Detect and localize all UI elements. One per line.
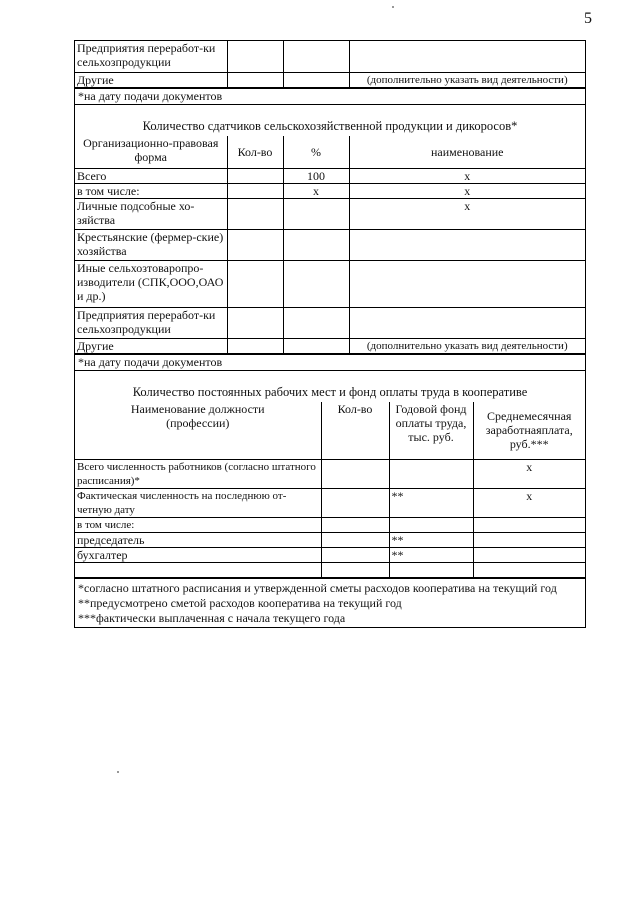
row-pct [283,199,349,230]
row-name: Предприятия переработ-ки сельхозпродукции [75,308,227,339]
row-qty [227,230,283,261]
row-avg: x [473,459,585,488]
row-desc [349,261,585,308]
header-avg-salary: Среднемесячная заработнаяплата, руб.*** [473,402,585,459]
row-desc [349,230,585,261]
row-name [75,562,321,577]
page-number: 5 [584,10,592,27]
table-row [75,488,585,517]
row-qty [227,72,283,87]
row-name: бухгалтер [75,547,321,562]
row-name: Иные сельхозтоваропро-изводители (СПК,ООО,ОАО и др.) [75,261,227,308]
row-pct [283,72,349,87]
table-row [75,199,585,230]
row-fund: ** [389,488,473,517]
header-pct: % [283,136,349,169]
row-name: Всего численность работников (согласно штатного расписания)* [75,459,321,488]
table-row [75,562,585,577]
header-qty: Кол-во [321,402,389,459]
row-name: в том числе: [75,517,321,532]
row-desc [349,41,585,72]
table-row [75,230,585,261]
row-qty [321,562,389,577]
row-desc: (дополнительно указать вид деятельности) [349,72,585,87]
footnote: ***фактически выплаченная с начала текущего года [78,610,346,625]
footnote: *на дату подачи документов [75,354,585,370]
header-position: Наименование должности (профессии) [75,402,321,459]
suppliers-title: Количество сдатчиков сельскохозяйственной продукции и дикоросов* [75,104,585,136]
row-qty [321,547,389,562]
footnote: *согласно штатного расписания и утвержденной сметы расходов кооператива на текущий год [78,580,557,595]
suppliers-table [75,136,585,355]
row-desc: x [349,169,585,184]
table-row [75,532,585,547]
scan-speck [392,6,394,8]
table-row [75,169,585,184]
row-name: Всего [75,169,227,184]
table-row [75,184,585,199]
row-avg [473,517,585,532]
table-header-row [75,136,585,169]
row-name: Крестьянские (фермер-ские) хозяйства [75,230,227,261]
row-qty [227,41,283,72]
header-fund: Годовой фонд оплаты труда, тыс. руб. [389,402,473,459]
row-qty [321,532,389,547]
row-qty [321,488,389,517]
row-name: Другие [75,339,227,354]
row-desc: (дополнительно указать вид деятельности) [349,339,585,354]
table-row [75,547,585,562]
header-qty: Кол-во [227,136,283,169]
table-row [75,517,585,532]
row-desc: x [349,184,585,199]
row-name: Другие [75,72,227,87]
row-name: Предприятия переработ-ки сельхозпродукции [75,41,227,72]
activity-table-continued [75,41,585,88]
row-qty [227,308,283,339]
row-pct [283,230,349,261]
row-qty [227,339,283,354]
jobs-table [75,402,585,578]
table-row [75,261,585,308]
row-qty [227,184,283,199]
row-fund [389,562,473,577]
row-qty [227,199,283,230]
row-avg [473,547,585,562]
table-row [75,459,585,488]
row-name: председатель [75,532,321,547]
row-desc [349,308,585,339]
row-avg: x [473,488,585,517]
row-pct [283,308,349,339]
row-name: в том числе: [75,184,227,199]
form-container [74,40,586,628]
table-row [75,72,585,87]
row-pct: 100 [283,169,349,184]
row-qty [227,261,283,308]
jobs-footnotes [75,578,585,627]
row-pct [283,261,349,308]
row-fund [389,517,473,532]
jobs-title: Количество постоянных рабочих мест и фонд оплаты труда в кооперативе [75,370,585,402]
row-pct: x [283,184,349,199]
row-qty [227,169,283,184]
table-row [75,308,585,339]
scan-speck [117,771,119,773]
row-fund: ** [389,547,473,562]
row-qty [321,517,389,532]
table-row [75,41,585,72]
header-desc: наименование [349,136,585,169]
row-desc: x [349,199,585,230]
row-pct [283,41,349,72]
footnote: *на дату подачи документов [75,88,585,104]
row-name: Фактическая численность на последнюю от-четную дату [75,488,321,517]
row-qty [321,459,389,488]
row-avg [473,532,585,547]
row-name: Личные подсобные хо-зяйства [75,199,227,230]
header-org-form: Организационно-правовая форма [75,136,227,169]
row-pct [283,339,349,354]
row-avg [473,562,585,577]
table-row [75,339,585,354]
row-fund: ** [389,532,473,547]
footnote: **предусмотрено сметой расходов кооператива на текущий год [78,595,402,610]
row-fund [389,459,473,488]
table-header-row [75,402,585,459]
